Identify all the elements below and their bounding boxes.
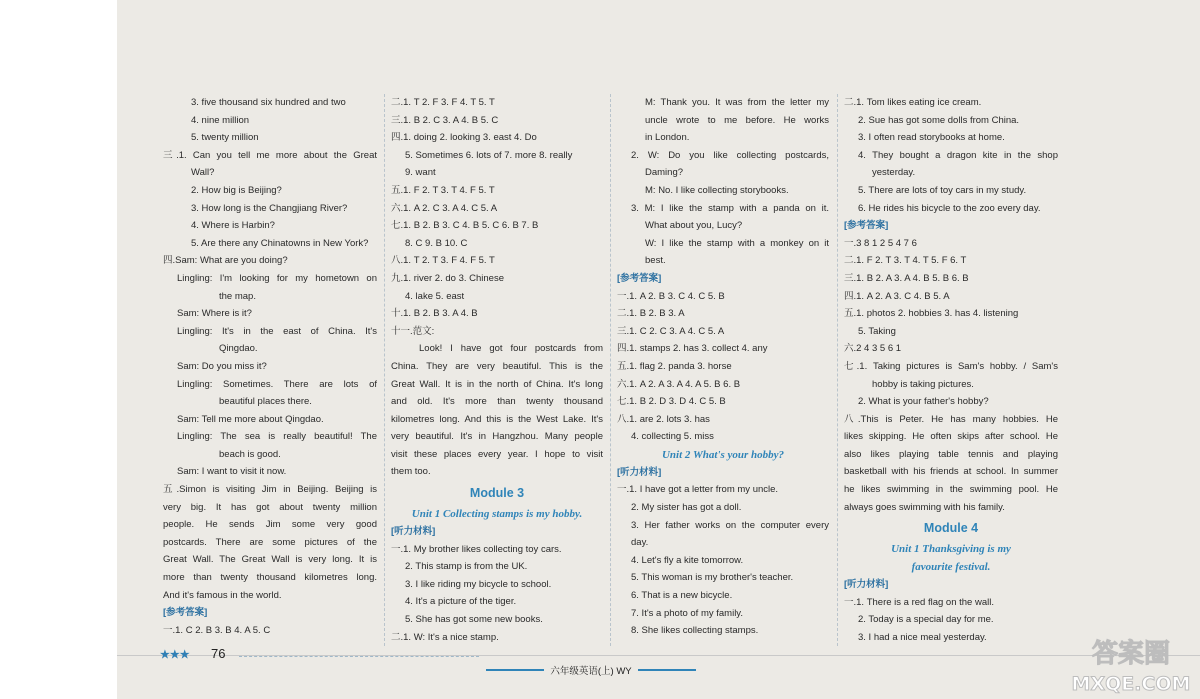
text-line: 八.1. T 2. T 3. F 4. F 5. T (391, 255, 495, 267)
text-line: very big. It has got about twenty million (163, 501, 377, 513)
text-line: 5. Taking (858, 325, 896, 337)
text-line: 4. nine million (191, 114, 250, 126)
text-line: 一.1. C 2. B 3. B 4. A 5. C (163, 624, 271, 636)
text-line: 一.1. My brother likes collecting toy cars. (391, 543, 562, 555)
text-line: Sam: Where is it? (177, 308, 252, 320)
footer-title (475, 661, 707, 679)
text-line: 五.Simon is visiting Jim in Beijing. Beijing is (163, 484, 377, 496)
unit-heading: Unit 2 What's your hobby? (661, 448, 785, 461)
unit-heading: favourite festival. (911, 561, 991, 574)
column-divider (384, 94, 385, 646)
text-line: 2. What is your father's hobby? (858, 396, 989, 408)
text-line: 7. It's a photo of my family. (631, 607, 743, 619)
footer-dash (239, 656, 479, 657)
text-line: he likes swimming in the swimming pool. He (844, 484, 1058, 496)
difficulty-stars: ★★★ (160, 649, 190, 661)
text-line: 八.1. are 2. lots 3. has (617, 413, 710, 425)
text-line: 9. want (405, 167, 436, 179)
text-line: and old. It's more than twenty thousand (391, 396, 603, 408)
text-line: 一.1. A 2. B 3. C 4. C 5. B (617, 290, 725, 302)
text-line: 8. She likes collecting stamps. (631, 625, 759, 637)
text-line: 二.1. Tom likes eating ice cream. (844, 97, 982, 108)
text-line: Great Wall. The Great Wall is very long. It is (163, 554, 377, 566)
text-line: 2. Sue has got some dolls from China. (858, 114, 1020, 126)
text-line: 六.2 4 3 5 6 1 (844, 343, 902, 355)
text-line: uncle wrote to me before. He works (645, 114, 829, 126)
text-line: 二.1. W: It's a nice stamp. (391, 631, 499, 643)
watermark-line1: 答案圈 (1091, 639, 1171, 669)
text-line: 4. lake 5. east (405, 290, 465, 302)
text-line: 八.This is Peter. He has many hobbies. He (844, 413, 1058, 425)
text-line: postcards. There are some pictures of the (163, 536, 377, 548)
text-line: 5. Sometimes 6. lots of 7. more 8. really (405, 149, 573, 161)
text-line: in London. (645, 132, 690, 144)
text-line: 二.1. F 2. T 3. T 4. T 5. F 6. T (844, 255, 967, 267)
section-tag: [参考答案] (617, 272, 662, 284)
text-line: very beautiful. It's in Hangzhou. Many people (391, 431, 603, 443)
text-line: Sam: I want to visit it now. (177, 466, 287, 478)
text-line: What about you, Lucy? (645, 220, 743, 232)
text-line: Lingling: The sea is really beautiful! The (177, 431, 377, 443)
text-line: 6. He rides his bicycle to the zoo every day. (858, 202, 1041, 214)
text-line: basketball with his friends at school. In summer (844, 466, 1058, 478)
section-tag: [听力材料] (844, 579, 889, 591)
footer-title-text: 六年级英语(上) WY (550, 665, 632, 677)
text-line: 六.1. A 2. A 3. A 4. A 5. B 6. B (617, 378, 741, 390)
section-tag: [听力材料] (391, 526, 436, 538)
text-line: 5. twenty million (191, 132, 259, 144)
text-line: 2. How big is Beijing? (191, 184, 282, 196)
text-line: 一.1. There is a red flag on the wall. (844, 596, 994, 608)
text-line: people. He sends Jim some very good (163, 519, 377, 531)
text-line: 5. There are lots of toy cars in my study. (858, 184, 1027, 196)
text-line: Lingling: I'm looking for my hometown on (177, 272, 377, 284)
unit-heading: Unit 1 Thanksgiving is my (891, 543, 1011, 556)
text-line: 3. How long is the Changjiang River? (191, 202, 348, 214)
text-line: 三.1. B 2. A 3. A 4. B 5. B 6. B (844, 272, 969, 284)
text-line: China. They are very beautiful. This is the (391, 360, 603, 372)
section-tag: [参考答案] (163, 607, 208, 619)
text-line: 三.1. C 2. C 3. A 4. C 5. A (617, 325, 725, 337)
text-line: 三.1. Can you tell me more about the Great (163, 149, 377, 161)
text-line: 3. M: I like the stamp with a panda on it. (631, 202, 829, 214)
text-line: 一.3 8 1 2 5 4 7 6 (844, 237, 917, 249)
text-line: kilometres long. And this is the West Lake. It's (391, 413, 603, 425)
text-line: 3. I had a nice meal yesterday. (858, 632, 987, 644)
text-line: Qingdao. (219, 343, 258, 355)
text-line: 七.1. B 2. B 3. C 4. B 5. C 6. B 7. B (391, 220, 539, 232)
text-line: 5. Are there any Chinatowns in New York? (191, 237, 369, 249)
text-line: 2. My sister has got a doll. (631, 502, 742, 514)
column-divider (610, 94, 611, 646)
text-line: 七.1. Taking pictures is Sam's hobby. / Sam's (844, 360, 1058, 372)
text-line: 十.1. B 2. B 3. A 4. B (391, 308, 478, 320)
text-line: 五.1. F 2. T 3. T 4. F 5. T (391, 184, 495, 196)
module-heading: Module 4 (923, 521, 979, 536)
text-line: yesterday. (872, 167, 916, 179)
text-line: the map. (219, 290, 256, 302)
text-line: 4. Where is Harbin? (191, 220, 275, 232)
text-line: 5. She has got some new books. (405, 614, 543, 626)
text-line: visit these places every year. I hope to visit (391, 448, 603, 460)
watermark-line2: MXQE.COM (1071, 673, 1191, 695)
text-line: 九.1. river 2. do 3. Chinese (391, 272, 504, 284)
text-line: 3. I like riding my bicycle to school. (405, 578, 552, 590)
page-number: 76 (211, 646, 226, 661)
text-line: Lingling: Sometimes. There are lots of (177, 378, 377, 390)
text-line: 四.1. A 2. A 3. C 4. B 5. A (844, 290, 950, 302)
text-line: Great Wall. It is in the north of China. It's long (391, 378, 603, 390)
text-line: 七.1. B 2. D 3. D 4. C 5. B (617, 396, 726, 408)
text-line: 五.1. flag 2. panda 3. horse (617, 360, 732, 372)
text-line: 2. This stamp is from the UK. (405, 561, 528, 573)
text-line: 二.1. B 2. B 3. A (617, 308, 685, 320)
text-line: hobby is taking pictures. (872, 378, 974, 390)
text-line: 4. It's a picture of the tiger. (405, 596, 517, 608)
text-line: M: Thank you. It was from the letter my (645, 97, 829, 108)
text-line: 二.1. T 2. F 3. F 4. T 5. T (391, 97, 495, 108)
unit-heading: Unit 1 Collecting stamps is my hobby. (411, 508, 583, 521)
text-line: Sam: Do you miss it? (177, 360, 267, 372)
column-divider (837, 94, 838, 646)
text-line: 4. collecting 5. miss (631, 431, 714, 443)
text-line: 3. I often read storybooks at home. (858, 132, 1005, 144)
column-3 (617, 94, 829, 640)
text-line: M: No. I like collecting storybooks. (645, 184, 789, 196)
text-line: 四.1. doing 2. looking 3. east 4. Do (391, 132, 537, 144)
text-line: 2. W: Do you like collecting postcards, (631, 149, 829, 161)
text-line: also likes playing table tennis and playing (844, 448, 1058, 460)
text-line: always goes swimming with his family. (844, 501, 1005, 513)
text-line: best. (645, 255, 666, 267)
text-line: beautiful places there. (219, 396, 312, 408)
text-line: 3. five thousand six hundred and two (191, 97, 346, 108)
text-line: 6. That is a new bicycle. (631, 590, 733, 602)
section-tag: [听力材料] (617, 466, 662, 478)
text-line: 十一.范文: (391, 325, 435, 337)
text-line: 六.1. A 2. C 3. A 4. C 5. A (391, 202, 498, 214)
text-line: day. (631, 537, 649, 549)
text-line: 三.1. B 2. C 3. A 4. B 5. C (391, 114, 499, 126)
text-line: 四.1. stamps 2. has 3. collect 4. any (617, 343, 768, 355)
text-line: 5. This woman is my brother's teacher. (631, 572, 794, 584)
text-line: Wall? (191, 167, 215, 179)
text-line: them too. (391, 466, 431, 478)
module-heading: Module 3 (469, 486, 525, 501)
text-line: more than twenty thousand kilometres long. (163, 572, 377, 584)
section-tag: [参考答案] (844, 220, 889, 232)
text-line: 2. Today is a special day for me. (858, 614, 994, 626)
text-line: likes skipping. He often skips after school. He (844, 431, 1058, 443)
text-line: Daming? (645, 167, 684, 179)
column-4 (844, 94, 1058, 647)
text-line: 3. Her father works on the computer every (631, 519, 829, 531)
text-line: 一.1. I have got a letter from my uncle. (617, 484, 779, 496)
text-line: 五.1. photos 2. hobbies 3. has 4. listening (844, 308, 1019, 320)
text-line: Lingling: It's in the east of China. It's (177, 325, 377, 337)
text-line: And it's famous in the world. (163, 589, 282, 601)
book-page (117, 0, 1200, 699)
column-2 (391, 94, 603, 646)
text-line: beach is good. (219, 448, 281, 460)
text-line: W: I like the stamp with a monkey on it (645, 237, 829, 249)
text-line: 4. They bought a dragon kite in the shop (858, 149, 1058, 161)
text-line: 4. Let's fly a kite tomorrow. (631, 554, 744, 566)
column-1 (163, 94, 377, 639)
text-line: 四.Sam: What are you doing? (163, 255, 288, 267)
text-line: Look! I have got four postcards from (419, 343, 603, 355)
watermark-logo (1067, 632, 1195, 696)
text-line: 8. C 9. B 10. C (405, 237, 468, 249)
text-line: Sam: Tell me more about Qingdao. (177, 413, 324, 425)
